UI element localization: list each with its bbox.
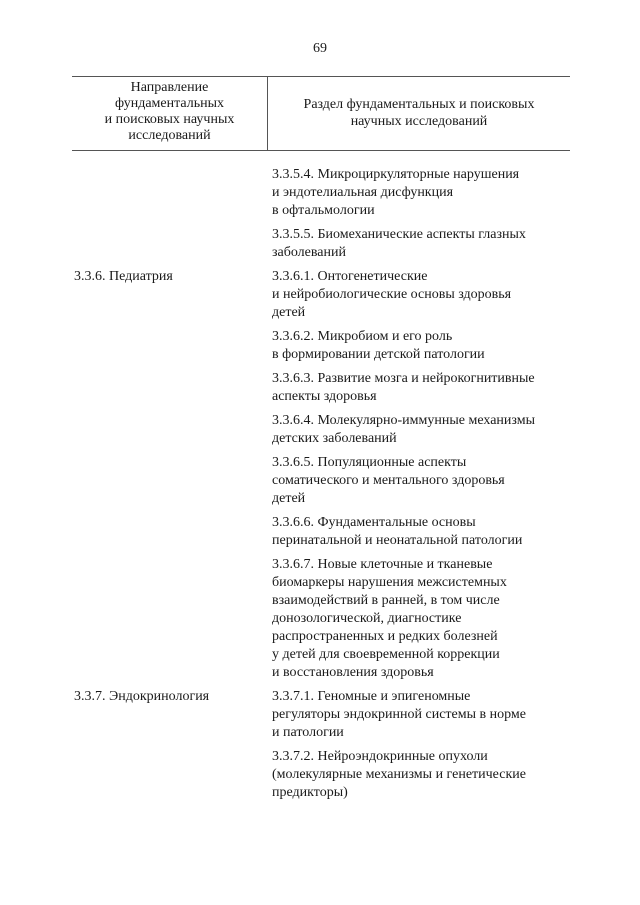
section-item-line: взаимодействий в ранней, в том числе — [272, 593, 500, 608]
section-item-line: в формировании детской патологии — [272, 347, 485, 362]
section-item-line: 3.3.6.3. Развитие мозга и нейрокогнитивные — [272, 371, 535, 386]
section-item-line: 3.3.6.6. Фундаментальные основы — [272, 515, 476, 530]
section-item — [272, 514, 570, 550]
header-section-line: научных исследований — [350, 114, 488, 129]
direction-cell — [72, 166, 272, 268]
section-item-line: заболеваний — [272, 245, 346, 260]
section-item-line: 3.3.6.7. Новые клеточные и тканевые — [272, 557, 493, 572]
section-item-line: и эндотелиальная дисфункция — [272, 185, 454, 200]
header-direction — [72, 77, 268, 150]
section-item — [272, 268, 570, 322]
section-cell — [272, 688, 570, 808]
header-direction-line: фундаментальных — [114, 96, 224, 111]
section-item-line: 3.3.6.5. Популяционные аспекты — [272, 455, 467, 470]
section-item-line: регуляторы эндокринной системы в норме — [272, 707, 526, 722]
table-header — [72, 76, 570, 151]
header-section — [268, 77, 570, 150]
section-item-line: 3.3.6.4. Молекулярно-иммунные механизмы — [272, 413, 535, 428]
section-item — [272, 166, 570, 220]
table-row — [72, 688, 570, 808]
section-item-line: 3.3.7.2. Нейроэндокринные опухоли — [272, 749, 488, 764]
section-item — [272, 328, 570, 364]
section-item-line: предикторы) — [272, 785, 348, 800]
section-item — [272, 556, 570, 682]
research-table — [72, 76, 570, 808]
section-item-line: распространенных и редких болезней — [272, 629, 498, 644]
section-item-line: аспекты здоровья — [272, 389, 377, 404]
header-direction-line: и поисковых научных — [104, 112, 235, 127]
section-item-line: донозологической, диагностике — [272, 611, 462, 626]
section-item — [272, 226, 570, 262]
direction-cell: 3.3.7. Эндокринология — [74, 689, 210, 704]
section-item — [272, 454, 570, 508]
section-item-line: биомаркеры нарушения межсистемных — [272, 575, 507, 590]
table-row — [72, 166, 570, 268]
section-item-line: 3.3.5.4. Микроциркуляторные нарушения — [272, 167, 520, 182]
section-item-line: 3.3.6.2. Микробиом и его роль — [272, 329, 453, 344]
section-item-line: 3.3.7.1. Геномные и эпигеномные — [272, 689, 471, 704]
section-item-line: соматического и ментального здоровья — [272, 473, 505, 488]
section-cell — [272, 166, 570, 268]
section-item-line: перинатальной и неонатальной патологии — [272, 533, 523, 548]
header-direction-line: исследований — [128, 128, 211, 143]
table-body — [72, 151, 570, 808]
page-number: 69 — [313, 41, 327, 56]
section-item-line: детей — [272, 305, 306, 320]
section-item-line: детских заболеваний — [272, 431, 397, 446]
section-item-line: детей — [272, 491, 306, 506]
section-item-line: и нейробиологические основы здоровья — [272, 287, 512, 302]
section-item-line: (молекулярные механизмы и генетические — [272, 767, 526, 782]
section-item — [272, 748, 570, 802]
direction-cell: 3.3.6. Педиатрия — [74, 269, 173, 284]
table-row — [72, 268, 570, 688]
section-item-line: и патологии — [272, 725, 344, 740]
section-item — [272, 688, 570, 742]
section-item-line: в офтальмологии — [272, 203, 375, 218]
header-section-line: Раздел фундаментальных и поисковых — [303, 97, 535, 112]
section-item — [272, 412, 570, 448]
section-item-line: 3.3.6.1. Онтогенетические — [272, 269, 428, 284]
section-item — [272, 370, 570, 406]
section-item-line: и восстановления здоровья — [272, 665, 434, 680]
header-direction-line: Направление — [130, 80, 209, 95]
section-item-line: 3.3.5.5. Биомеханические аспекты глазных — [272, 227, 526, 242]
section-item-line: у детей для своевременной коррекции — [272, 647, 500, 662]
section-cell — [272, 268, 570, 688]
